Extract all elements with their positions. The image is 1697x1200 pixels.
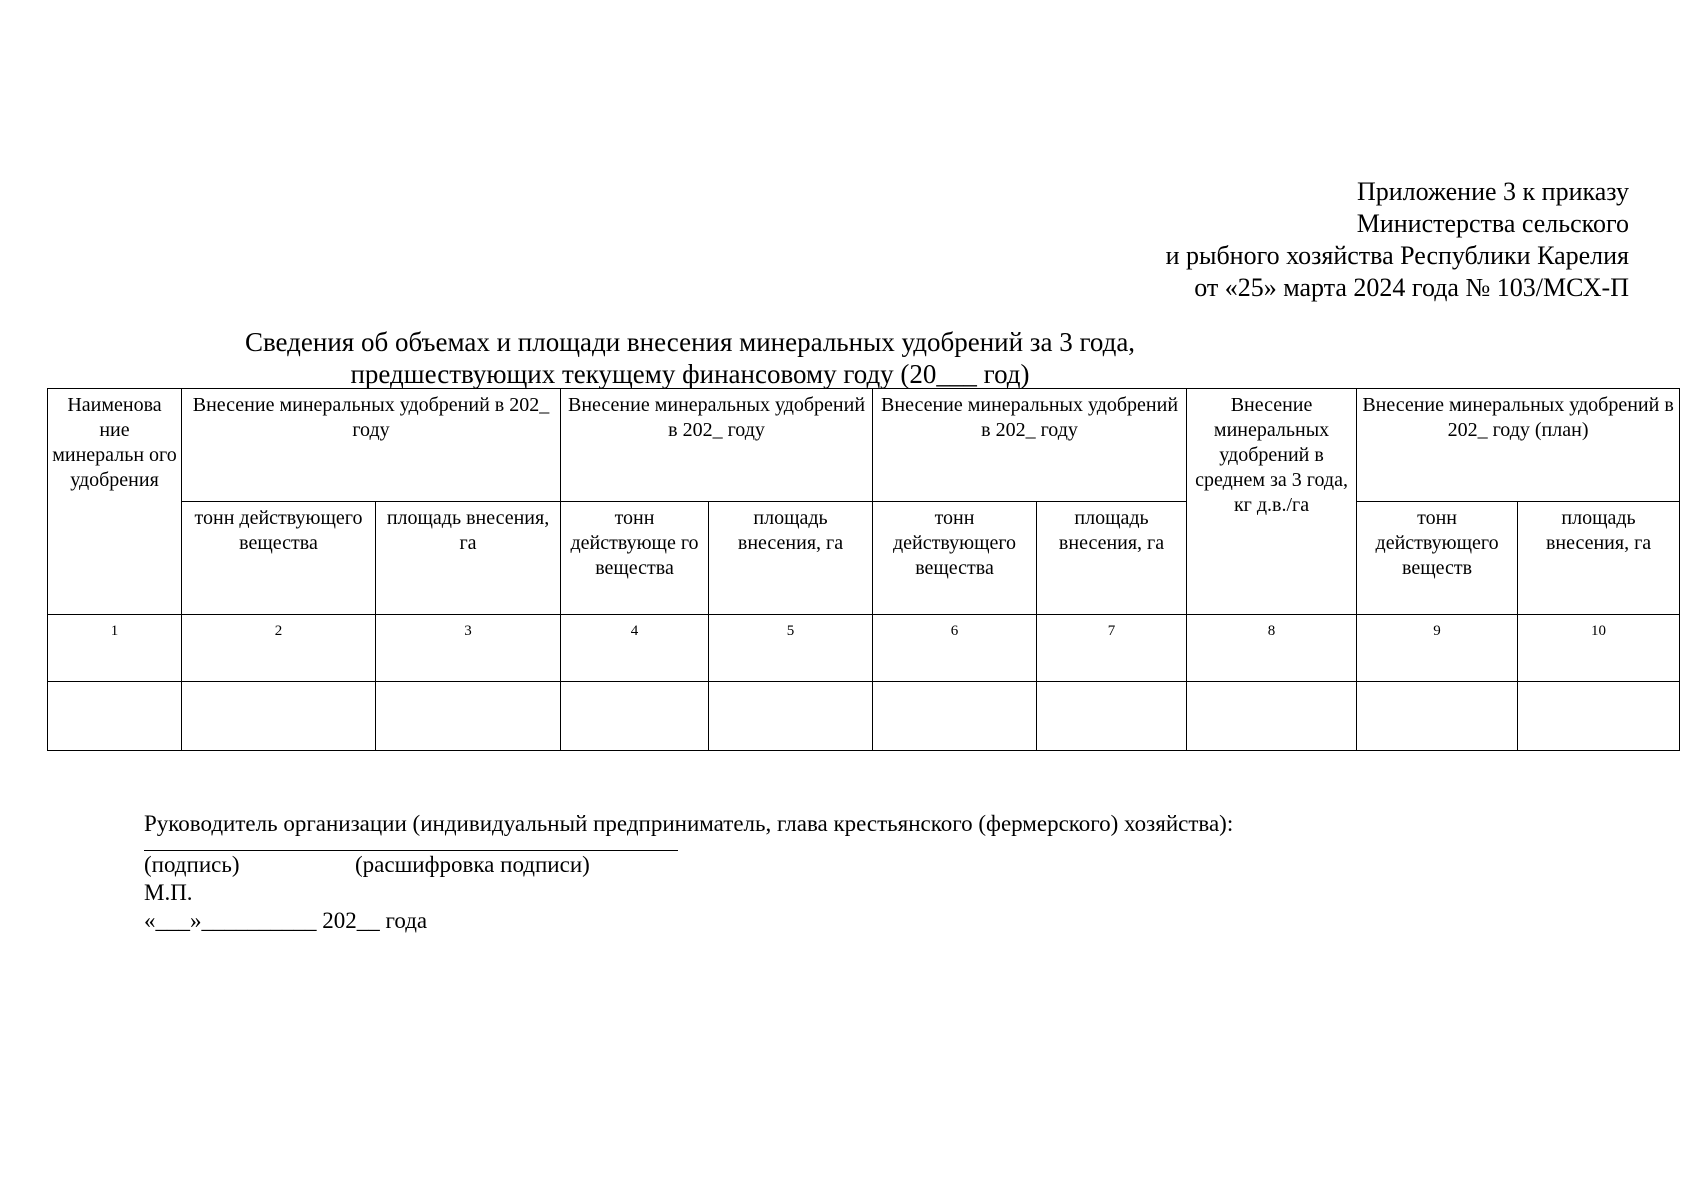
column-number: 2 (182, 615, 376, 682)
table-cell[interactable] (1518, 682, 1680, 751)
table-cell[interactable] (1037, 682, 1187, 751)
document-title-line-1: Сведения об объемах и площади внесения минеральных удобрений за 3 года, (244, 327, 1136, 357)
table-cell[interactable] (1357, 682, 1518, 751)
subheader-area-1: площадь внесения, га (376, 502, 561, 615)
document-title-line-2: предшествующих текущему финансовому году (20___ год) (350, 359, 1030, 389)
header-year-group-2: Внесение минеральных удобрений в 202_ году (561, 389, 873, 502)
header-year-group-plan: Внесение минеральных удобрений в 202_ году (план) (1357, 389, 1680, 502)
subheader-area-4: площадь внесения, га (1518, 502, 1680, 615)
appendix-block (1166, 176, 1629, 304)
table-row (48, 682, 1680, 751)
column-number: 6 (873, 615, 1037, 682)
column-number: 3 (376, 615, 561, 682)
signature-block (144, 810, 1233, 935)
table-header-row-2 (48, 502, 1680, 615)
column-number: 8 (1187, 615, 1357, 682)
subheader-tons-4: тонн действующего веществ (1357, 502, 1518, 615)
subheader-tons-1: тонн действующего вещества (182, 502, 376, 615)
table-column-numbers-row (48, 615, 1680, 682)
head-of-organization-label: Руководитель организации (индивидуальный предприниматель, глава крестьянского (фермерского) хозяйства): (144, 811, 1234, 836)
stamp-label: М.П. (144, 880, 193, 905)
signature-caption: (подпись) (144, 852, 240, 877)
table-cell[interactable] (561, 682, 709, 751)
subheader-tons-2: тонн действующе го вещества (561, 502, 709, 615)
appendix-line-2: Министерства сельского (1356, 209, 1629, 238)
date-line: «___»__________ 202__ года (144, 908, 428, 933)
subheader-tons-3: тонн действующего вещества (873, 502, 1037, 615)
column-number: 10 (1518, 615, 1680, 682)
header-fertilizer-name: Наименова ние минеральн ого удобрения (48, 389, 182, 615)
table-cell[interactable] (873, 682, 1037, 751)
appendix-line-3: и рыбного хозяйства Республики Карелия (1165, 241, 1629, 270)
table-cell[interactable] (1187, 682, 1357, 751)
column-number: 9 (1357, 615, 1518, 682)
document-title (0, 326, 1380, 390)
subheader-area-3: площадь внесения, га (1037, 502, 1187, 615)
table-header-row-1 (48, 389, 1680, 502)
table-cell[interactable] (376, 682, 561, 751)
table-cell[interactable] (709, 682, 873, 751)
column-number: 7 (1037, 615, 1187, 682)
header-year-group-3: Внесение минеральных удобрений в 202_ году (873, 389, 1187, 502)
appendix-line-4: от «25» марта 2024 года № 103/МСХ-П (1194, 273, 1629, 302)
table-cell[interactable] (182, 682, 376, 751)
column-number: 4 (561, 615, 709, 682)
signature-decoding-caption: (расшифровка подписи) (355, 852, 590, 877)
appendix-line-1: Приложение 3 к приказу (1356, 177, 1629, 206)
column-number: 5 (709, 615, 873, 682)
table-cell[interactable] (48, 682, 182, 751)
column-number: 1 (48, 615, 182, 682)
subheader-area-2: площадь внесения, га (709, 502, 873, 615)
fertilizer-table (47, 388, 1680, 751)
header-year-group-1: Внесение минеральных удобрений в 202_ году (182, 389, 561, 502)
signature-captions (144, 851, 1233, 879)
header-average-3-years: Внесение минеральных удобрений в среднем за 3 года, кг д.в./га (1187, 389, 1357, 615)
